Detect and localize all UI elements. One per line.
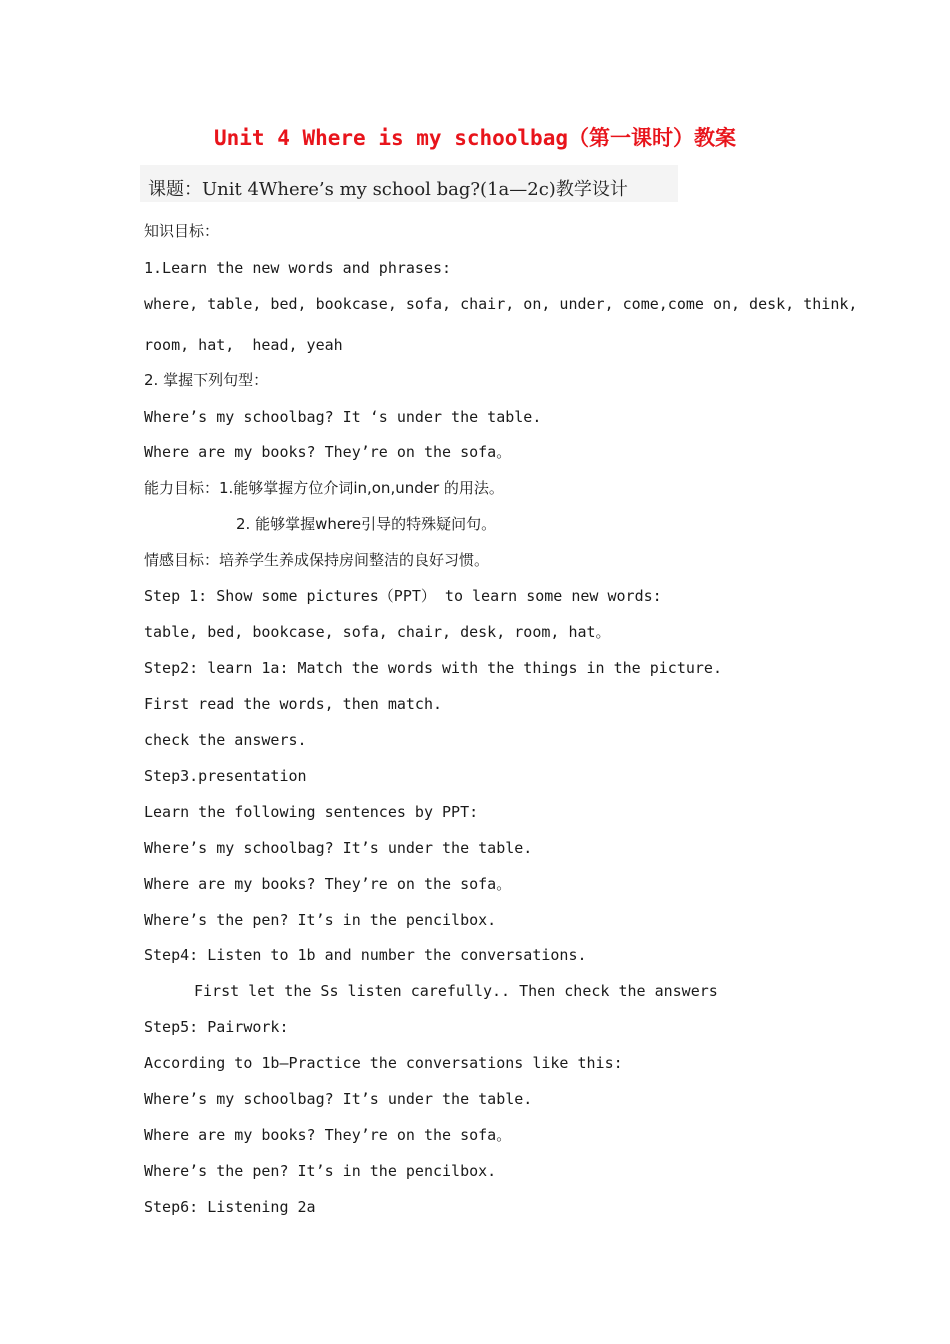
- step-3: Step3.presentation: [144, 767, 307, 785]
- step-6: Step6: Listening 2a: [144, 1198, 316, 1216]
- step-5: Step5: Pairwork:: [144, 1018, 289, 1036]
- goal-line-1: 1.Learn the new words and phrases:: [144, 259, 452, 277]
- step-5-sentence-1: Where’s my schoolbag? It’s under the table.: [144, 1090, 533, 1108]
- step-2-detail-1: First read the words, then match.: [144, 695, 443, 713]
- word-list-line-2: room, hat, head, yeah: [144, 336, 343, 354]
- ability-goal-line-1: 能力目标：1.能够掌握方位介词in,on,under 的用法。: [144, 479, 504, 497]
- goal-line-2: 2. 掌握下列句型：: [144, 371, 269, 389]
- emotion-goal: 情感目标：培养学生养成保持房间整洁的良好习惯。: [144, 551, 490, 569]
- step-3-sentence-3: Where’s the pen? It’s in the pencilbox.: [144, 911, 497, 929]
- step-1-words: table, bed, bookcase, sofa, chair, desk, room, hat。: [144, 623, 611, 641]
- step-3-sentence-1: Where’s my schoolbag? It’s under the table.: [144, 839, 533, 857]
- step-2-detail-2: check the answers.: [144, 731, 307, 749]
- step-2: Step2: learn 1a: Match the words with the things in the picture.: [144, 659, 722, 677]
- ability-goal-line-2: 2. 能够掌握where引导的特殊疑问句。: [236, 515, 497, 533]
- step-4: Step4: Listen to 1b and number the conversations.: [144, 946, 587, 964]
- step-4-detail: First let the Ss listen carefully.. Then check the answers: [194, 982, 718, 1000]
- step-3-sentence-2: Where are my books? They’re on the sofa。: [144, 875, 512, 893]
- word-list-line-1: where, table, bed, bookcase, sofa, chair, on, under, come,come on, desk, think,: [144, 295, 858, 313]
- step-5-sentence-3: Where’s the pen? It’s in the pencilbox.: [144, 1162, 497, 1180]
- subject-heading: 课题：Unit 4Where’s my school bag?(1a—2c)教学设计: [148, 179, 628, 200]
- knowledge-goal-heading: 知识目标：: [144, 222, 220, 240]
- step-1: Step 1: Show some pictures（PPT） to learn some new words:: [144, 587, 662, 605]
- step-3-detail: Learn the following sentences by PPT:: [144, 803, 479, 821]
- sentence-pattern-2: Where are my books? They’re on the sofa。: [144, 443, 512, 461]
- step-5-sentence-2: Where are my books? They’re on the sofa。: [144, 1126, 512, 1144]
- document-title: Unit 4 Where is my schoolbag（第一课时）教案: [213, 126, 736, 150]
- sentence-pattern-1: Where’s my schoolbag? It ‘s under the table.: [144, 408, 542, 426]
- step-5-detail: According to 1b—Practice the conversations like this:: [144, 1054, 623, 1072]
